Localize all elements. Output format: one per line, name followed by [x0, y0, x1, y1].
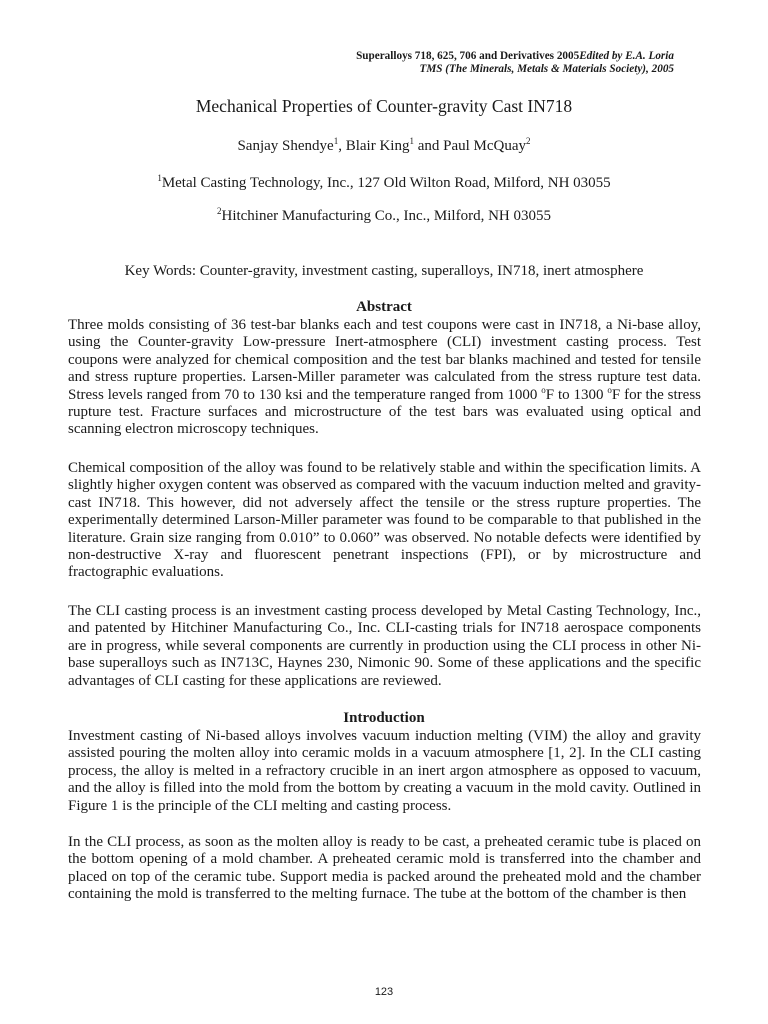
abstract-paragraph-2: Chemical composition of the alloy was found to be relatively stable and within the specification limits. A slightly higher oxygen content was observed as compared with the vacuum induction melted and gravity-cast IN718. This however, did not adversely affect the tensile or the stress rupture properties. The experimentally determined Larson-Miller parameter was found to be comparable to that published in the literature. Grain size ranging from 0.010” to 0.060” was observed. No notable defects were identified by non-destructive X-ray and fluorescent penetrant inspections (FPI), or by microstructure and fractographic evaluations. [68, 460, 701, 581]
source-proceedings: Superalloys 718, 625, 706 and Derivatives 2005 [356, 50, 580, 62]
author-list [0, 138, 768, 155]
source-line-1 [356, 50, 674, 63]
paper-title: Mechanical Properties of Counter-gravity Cast IN718 [195, 96, 573, 116]
introduction-paragraph-2: In the CLI process, as soon as the molten alloy is ready to be cast, a preheated ceramic tube is placed on the bottom opening of a mold chamber. A preheated ceramic mold is transferred into the chamber and placed on top of the ceramic tube. Support media is packed around the preheated mold and the chamber containing the mold is transferred to the melting furnace. The tube at the bottom of the chamber is then [68, 834, 701, 903]
author-3: Paul McQuay [443, 138, 527, 154]
abstract-paragraph-3: The CLI casting process is an investment casting process developed by Metal Casting Technology, Inc., and patented by Hitchiner Manufacturing Co., Inc. CLI-casting trials for IN718 aerospace components are in progress, while several components are currently in production using the CLI process in other Ni-base superalloys such as IN713C, Haynes 230, Nimonic 90. Some of these applications and the specific advantages of CLI casting for these applications are reviewed. [68, 603, 701, 689]
degree-symbol: o [541, 384, 546, 395]
source-citation [356, 50, 674, 76]
abstract-p1-part-b: F to 1300 [545, 386, 608, 403]
affiliation-1 [0, 175, 768, 192]
author-sep-1: , [338, 138, 346, 154]
author-1-affil: 1 [333, 136, 339, 146]
abstract-p1-part-a: Three molds consisting of 36 test-bar blanks each and test coupons were cast in IN718, a Ni-base alloy, using the Counter-gravity Low-pressure Inert-atmosphere (CLI) investment casting process. Test coupons were analyzed for chemical composition and the test bar blanks machined and tested for tensile and stress rupture properties. Larsen-Miller parameter was calculated from the stress rupture test data. Stress levels ranged from 70 to 130 ksi and the temperature ranged from 1000 [68, 317, 701, 403]
affiliation-2-sup: 2 [216, 206, 222, 216]
author-2-affil: 1 [409, 136, 414, 146]
degree-symbol: o [607, 384, 612, 395]
author-2: Blair King [345, 138, 410, 154]
affiliation-1-sup: 1 [157, 173, 162, 183]
affiliation-2-text: Hitchiner Manufacturing Co., Inc., Milford, NH 03055 [221, 208, 552, 224]
keywords: Key Words: Counter-gravity, investment casting, superalloys, IN718, inert atmosphere [124, 263, 644, 279]
affiliation-2 [0, 208, 768, 225]
source-line-2: TMS (The Minerals, Metals & Materials Society), 2005 [419, 63, 674, 75]
abstract-p1-part-c: F for the stress rupture test. Fracture surfaces and microstructure of the test bars was evaluated using optical and scanning electron microscopy techniques. [68, 386, 701, 438]
author-sep-2: and [413, 138, 444, 154]
page-number: 123 [374, 986, 394, 998]
introduction-heading: Introduction [343, 710, 425, 726]
author-3-affil: 2 [526, 136, 531, 146]
abstract-heading: Abstract [356, 299, 412, 315]
introduction-paragraph-1: Investment casting of Ni-based alloys involves vacuum induction melting (VIM) the alloy and gravity assisted pouring the molten alloy into ceramic molds in a vacuum atmosphere [1, 2]. In the CLI casting process, the alloy is melted in a refractory crucible in an inert argon atmosphere as opposed to vacuum, and the alloy is filled into the mold from the bottom by creating a vacuum in the mold cavity. Outlined in Figure 1 is the principle of the CLI melting and casting process. [68, 728, 701, 814]
abstract-paragraph-1 [68, 317, 701, 439]
author-1: Sanjay Shendye [237, 138, 334, 154]
source-editor: Edited by E.A. Loria [579, 50, 674, 62]
affiliation-1-text: Metal Casting Technology, Inc., 127 Old Wilton Road, Milford, NH 03055 [161, 175, 611, 191]
